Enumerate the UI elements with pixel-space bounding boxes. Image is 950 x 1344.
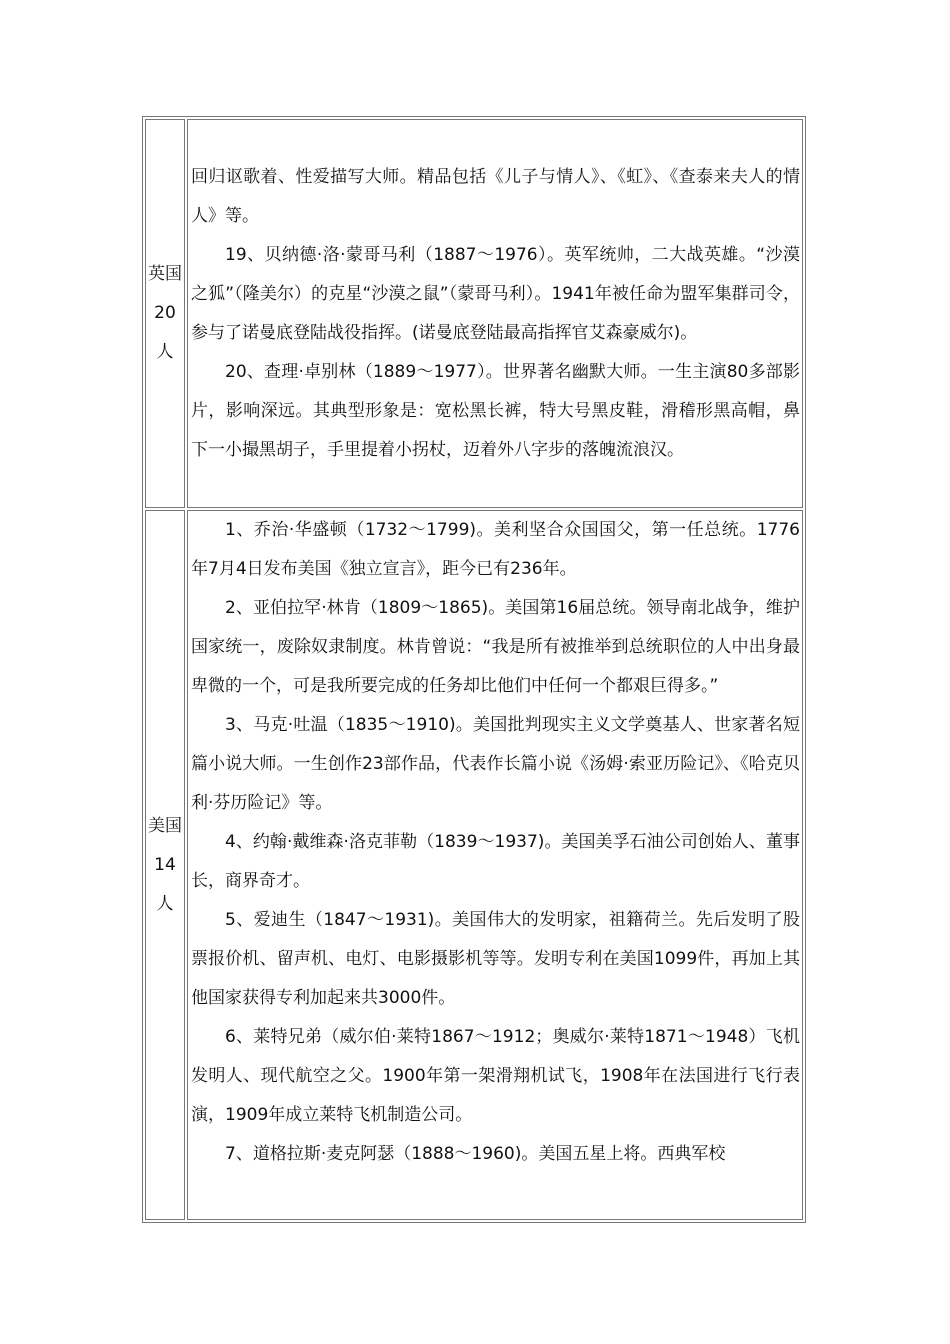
table-row-uk [145,119,803,508]
country-label-uk [145,119,185,508]
paragraph: 20、查理·卓别林（1889～1977）。世界著名幽默大师。一生主演80多部影片，影响深远。其典型形象是：宽松黑长裤，特大号黑皮鞋，滑稽形黑高帽，鼻下一小撮黑胡子，手里提着小拐杖，迈着外八字步的落魄流浪汉。 [191,361,800,460]
content-cell-uk [187,119,803,508]
person-count-uk: 20 [154,303,176,323]
country-name-us: 美国 [148,815,182,836]
count-unit-us: 人 [156,893,174,914]
paragraph: 回归讴歌着、性爱描写大师。精品包括《儿子与情人》、《虹》、《查泰来夫人的情人》等。 [191,166,800,226]
paragraph: 19、贝纳德·洛·蒙哥马利（1887～1976）。英军统帅，二大战英雄。“沙漠之狐”（隆美尔）的克星“沙漠之鼠”（蒙哥马利）。1941年被任命为盟军集群司令，参与了诺曼底登陆战役指挥。(诺曼底登陆最高指挥官艾森豪威尔)。 [191,244,800,343]
paragraph: 3、马克·吐温（1835～1910)。美国批判现实主义文学奠基人、世家著名短篇小说大师。一生创作23部作品，代表作长篇小说《汤姆·索亚历险记》、《哈克贝利·芬历险记》等。 [191,715,800,813]
paragraph: 2、亚伯拉罕·林肯（1809～1865)。美国第16届总统。领导南北战争，维护国家统一，废除奴隶制度。林肯曾说：“我是所有被推举到总统职位的人中出身最卑微的一个，可是我所要完成的任务却比他们中任何一个都艰巨得多。” [191,598,800,696]
table-row-us [145,510,803,1220]
country-name-uk: 英国 [148,264,182,284]
country-label-us [145,510,185,1220]
paragraph: 1、乔治·华盛顿（1732～1799)。美利坚合众国国父，第一任总统。1776年7月4日发布美国《独立宣言》，距今已有236年。 [191,520,800,579]
document-table [142,116,806,1223]
paragraph: 5、爱迪生（1847～1931)。美国伟大的发明家，祖籍荷兰。先后发明了股票报价机、留声机、电灯、电影摄影机等等。发明专利在美国1099件，再加上其他国家获得专利加起来共3000件。 [191,910,800,1008]
count-unit-uk: 人 [156,342,174,362]
content-cell-us [187,510,803,1220]
paragraph: 4、约翰·戴维森·洛克菲勒（1839～1937)。美国美孚石油公司创始人、董事长，商界奇才。 [191,832,800,891]
paragraph: 7、道格拉斯·麦克阿瑟（1888～1960)。美国五星上将。西典军校 [225,1144,726,1164]
paragraph: 6、莱特兄弟（威尔伯·莱特1867～1912；奥威尔·莱特1871～1948）飞机发明人、现代航空之父。1900年第一架滑翔机试飞，1908年在法国进行飞行表演，1909年成立莱特飞机制造公司。 [191,1027,800,1125]
person-count-us: 14 [154,854,176,875]
